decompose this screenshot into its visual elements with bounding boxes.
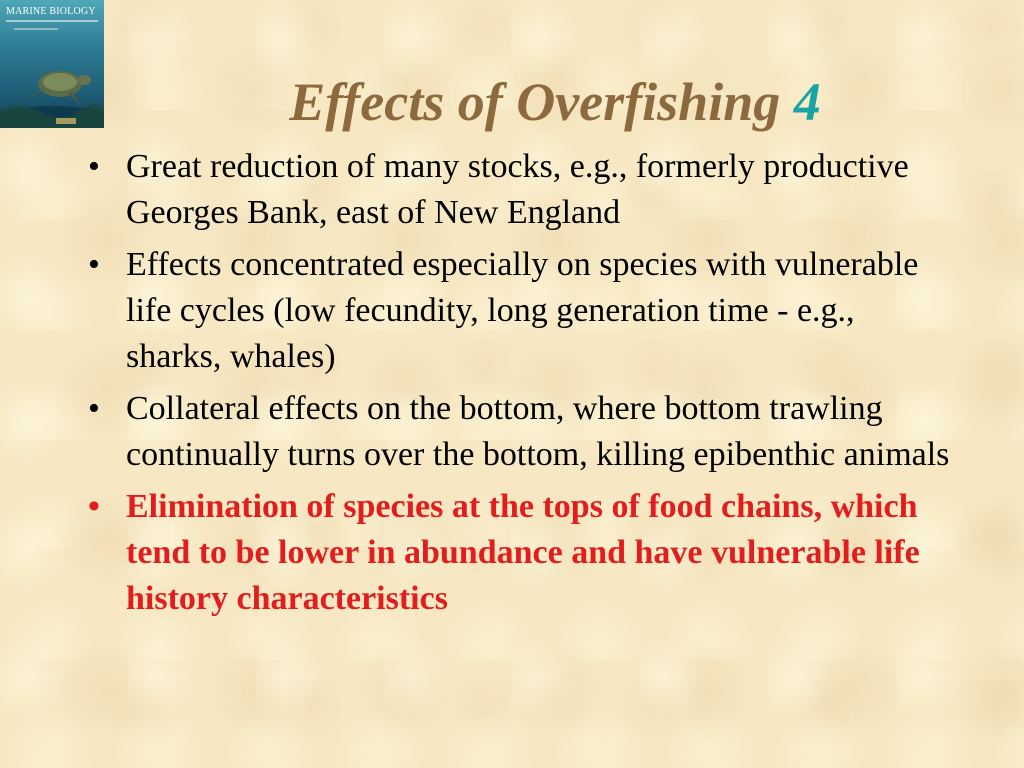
bullet-item (86, 386, 956, 478)
bullet-glyph: • (88, 246, 100, 283)
bullet-text: Elimination of species at the tops of food chains, which tend to be lower in abundance and have vulnerable life history characteristics (126, 488, 920, 617)
bullet-glyph: • (88, 148, 100, 185)
bullet-list (86, 144, 956, 628)
bullet-glyph: • (88, 390, 100, 427)
cover-subtitle-line (6, 20, 98, 22)
bullet-text: Effects concentrated especially on species with vulnerable life cycles (low fecundity, long generation time - e.g., sharks, whales) (126, 246, 919, 375)
bullet-item (86, 484, 956, 622)
bullet-text: Great reduction of many stocks, e.g., formerly productive Georges Bank, east of New England (126, 148, 909, 231)
bullet-item (86, 242, 956, 380)
bullet-item (86, 144, 956, 236)
bullet-glyph: • (88, 488, 100, 525)
slide-title (0, 70, 1024, 134)
cover-title: MARINE BIOLOGY (6, 6, 96, 17)
slide-title-text: Effects of Overfishing (289, 72, 781, 132)
cover-author-line (14, 28, 58, 30)
bullet-text: Collateral effects on the bottom, where bottom trawling continually turns over the bottom, killing epibenthic animals (126, 390, 950, 473)
slide-title-number: 4 (793, 72, 821, 132)
